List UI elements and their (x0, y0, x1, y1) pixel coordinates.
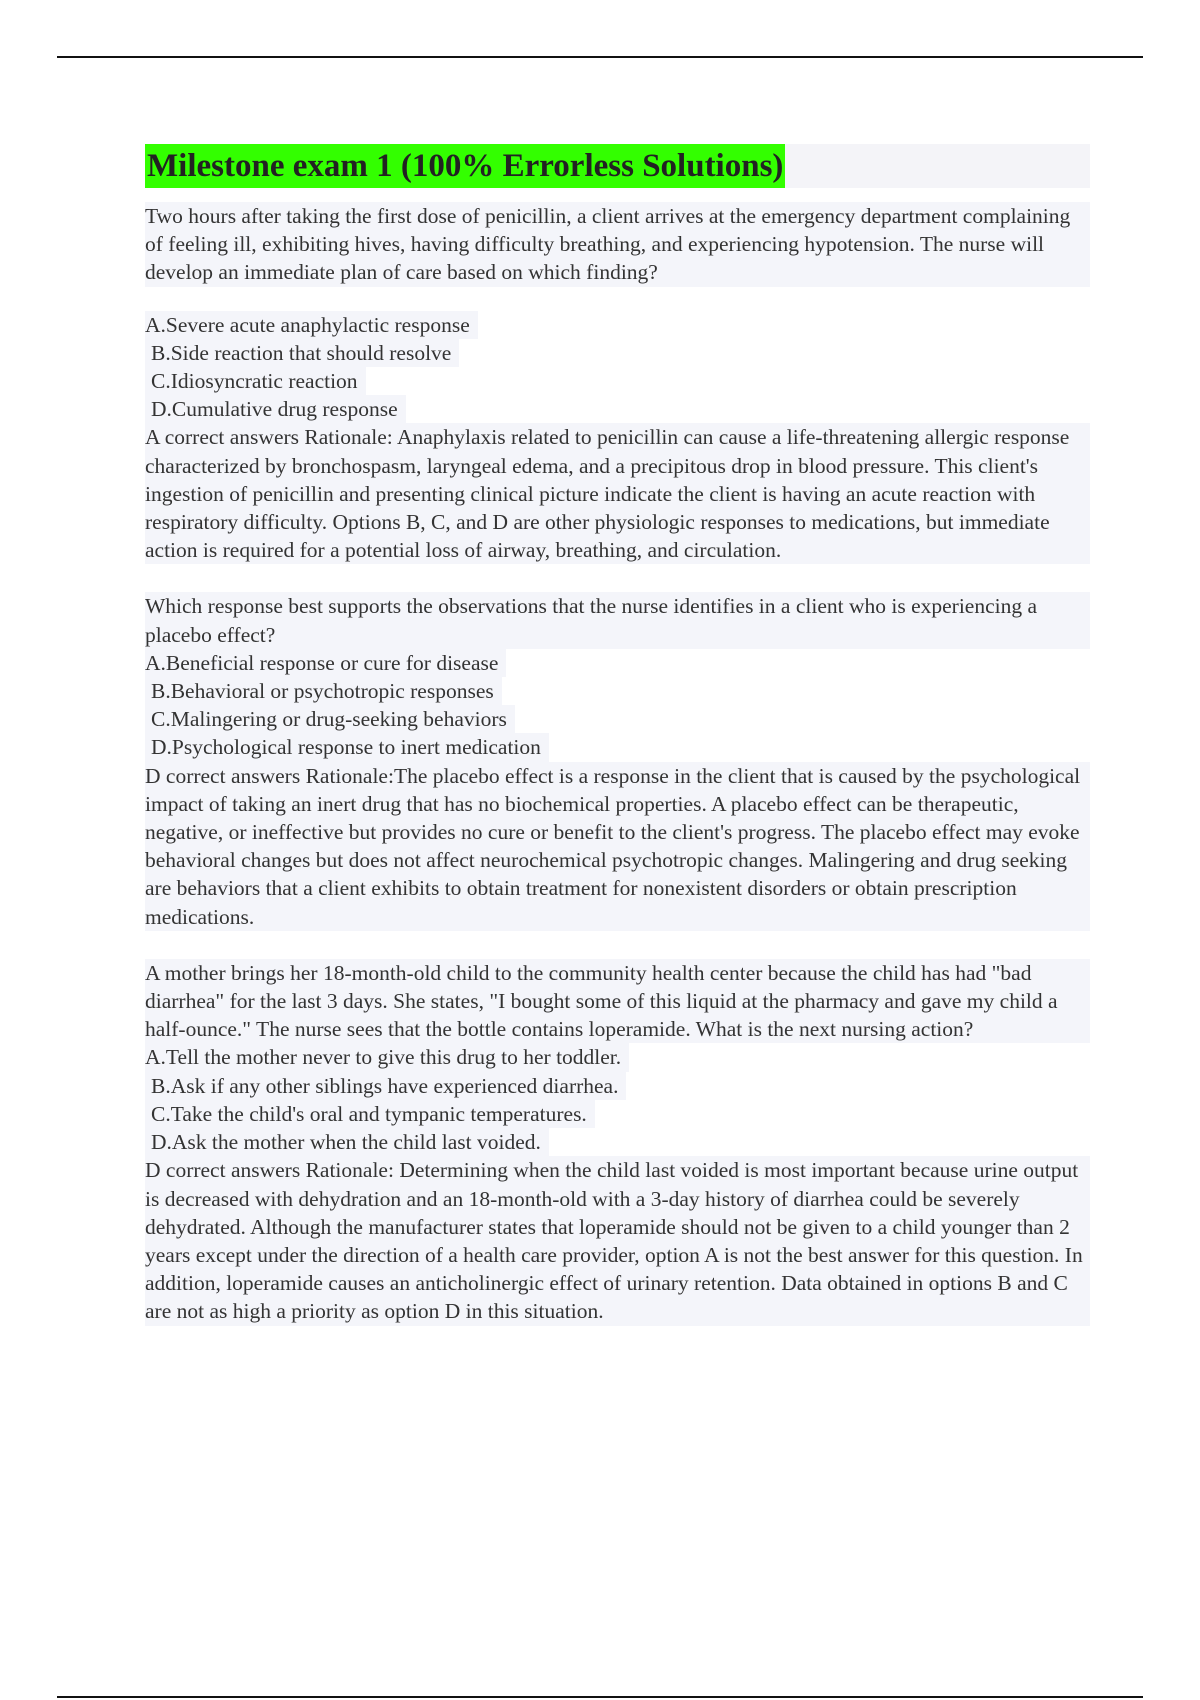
option-b: B.Side reaction that should resolve (145, 339, 459, 367)
document-title: Milestone exam 1 (100% Errorless Solutions) (145, 144, 785, 188)
bottom-rule (57, 1696, 1143, 1698)
title-row (145, 144, 1090, 188)
question-2 (145, 592, 1090, 930)
question-1 (145, 202, 1090, 564)
answer-rationale: A correct answers Rationale: Anaphylaxis related to penicillin can cause a life-threatening allergic response characterized by bronchospasm, laryngeal edema, and a precipitous drop in blood pressure. This client's ingestion of penicillin and presenting clinical picture indicate the client is having an acute reaction with respiratory difficulty. Options B, C, and D are other physiologic responses to medications, but immediate action is required for a potential loss of airway, breathing, and circulation. (145, 423, 1090, 564)
option-a: A.Severe acute anaphylactic response (145, 311, 478, 339)
document-body (145, 144, 1090, 1354)
option-d: D.Psychological response to inert medication (145, 733, 549, 761)
option-a: A.Beneficial response or cure for disease (145, 649, 506, 677)
option-c: C.Malingering or drug-seeking behaviors (145, 705, 515, 733)
option-a: A.Tell the mother never to give this drug to her toddler. (145, 1043, 629, 1071)
option-c: C.Idiosyncratic reaction (145, 367, 366, 395)
question-3 (145, 959, 1090, 1326)
answer-rationale: D correct answers Rationale: Determining when the child last voided is most important because urine output is decreased with dehydration and an 18-month-old with a 3-day history of diarrhea could be severely dehydrated. Although the manufacturer states that loperamide should not be given to a child younger than 2 years except under the direction of a health care provider, option A is not the best answer for this question. In addition, loperamide causes an anticholinergic effect of urinary retention. Data obtained in options B and C are not as high a priority as option D in this situation. (145, 1156, 1090, 1325)
option-c: C.Take the child's oral and tympanic temperatures. (145, 1100, 595, 1128)
question-stem: A mother brings her 18-month-old child to the community health center because the child has had "bad diarrhea" for the last 3 days. She states, "I bought some of this liquid at the pharmacy and gave my child a half-ounce." The nurse sees that the bottle contains loperamide. What is the next nursing action? (145, 959, 1090, 1044)
option-d: D.Cumulative drug response (145, 395, 406, 423)
option-b: B.Behavioral or psychotropic responses (145, 677, 502, 705)
answer-rationale: D correct answers Rationale:The placebo effect is a response in the client that is caused by the psychological impact of taking an inert drug that has no biochemical properties. A placebo effect can be therapeutic, negative, or ineffective but provides no cure or benefit to the client's progress. The placebo effect may evoke behavioral changes but does not affect neurochemical psychotropic changes. Malingering and drug seeking are behaviors that a client exhibits to obtain treatment for nonexistent disorders or obtain prescription medications. (145, 762, 1090, 931)
option-b: B.Ask if any other siblings have experienced diarrhea. (145, 1072, 626, 1100)
top-rule (57, 56, 1143, 58)
option-d: D.Ask the mother when the child last voided. (145, 1128, 549, 1156)
question-stem: Which response best supports the observations that the nurse identifies in a client who is experiencing a placebo effect? (145, 592, 1090, 648)
question-stem: Two hours after taking the first dose of penicillin, a client arrives at the emergency department complaining of feeling ill, exhibiting hives, having difficulty breathing, and experiencing hypotension. The nurse will develop an immediate plan of care based on which finding? (145, 202, 1090, 287)
